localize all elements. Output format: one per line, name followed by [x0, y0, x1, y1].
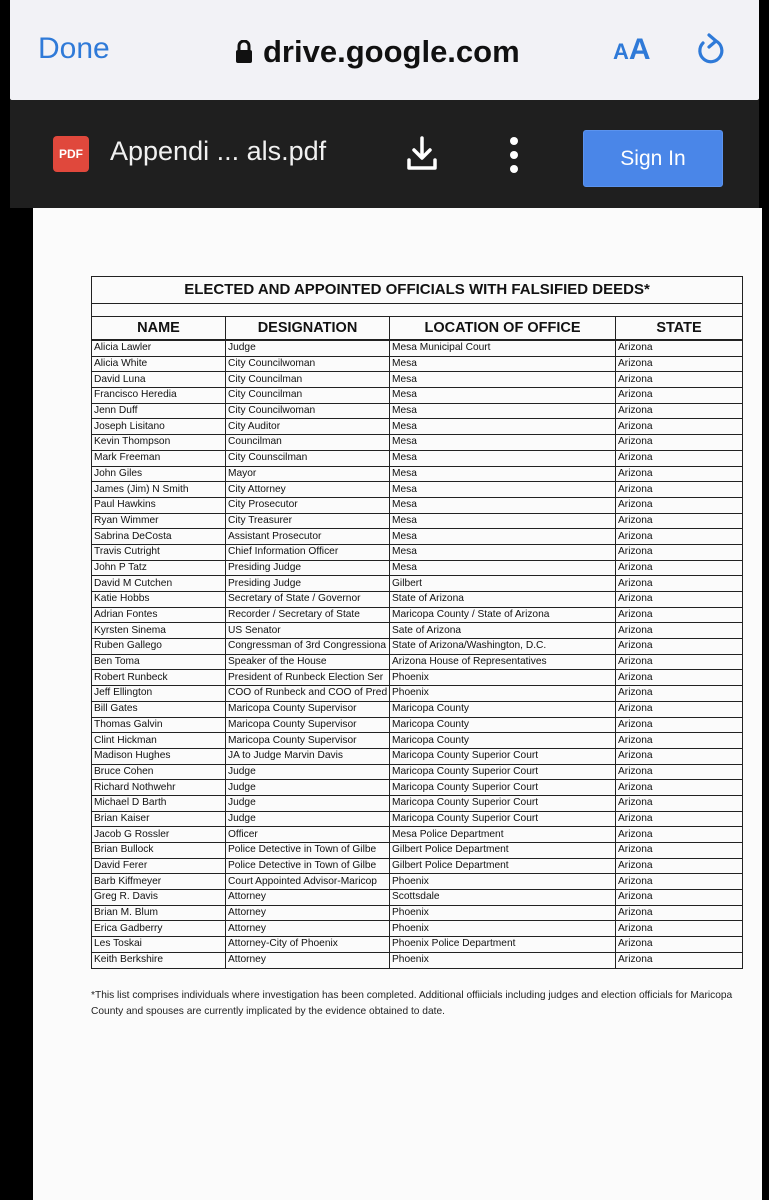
cell-designation: City Treasurer — [226, 513, 390, 529]
table-row — [92, 388, 743, 404]
spacer-cell — [92, 304, 743, 317]
cell-location: Maricopa County — [390, 717, 616, 733]
cell-name: Sabrina DeCosta — [92, 529, 226, 545]
cell-designation: City Attorney — [226, 482, 390, 498]
cell-location: Gilbert — [390, 576, 616, 592]
cell-name: Mark Freeman — [92, 450, 226, 466]
cell-location: State of Arizona/Washington, D.C. — [390, 639, 616, 655]
table-row — [92, 843, 743, 859]
cell-name: James (Jim) N Smith — [92, 482, 226, 498]
table-row — [92, 466, 743, 482]
cell-state: Arizona — [616, 921, 743, 937]
column-header-designation: DESIGNATION — [226, 317, 390, 341]
table-row — [92, 435, 743, 451]
cell-name: Jacob G Rossler — [92, 827, 226, 843]
lock-icon — [235, 40, 253, 64]
cell-designation: Councilman — [226, 435, 390, 451]
table-row — [92, 701, 743, 717]
download-icon[interactable] — [405, 135, 439, 173]
table-row — [92, 497, 743, 513]
cell-designation: President of Runbeck Election Ser — [226, 670, 390, 686]
cell-location: Sate of Arizona — [390, 623, 616, 639]
cell-name: Alicia White — [92, 356, 226, 372]
table-row — [92, 356, 743, 372]
cell-location: Phoenix — [390, 905, 616, 921]
cell-name: Katie Hobbs — [92, 592, 226, 608]
cell-state: Arizona — [616, 780, 743, 796]
cell-name: Thomas Galvin — [92, 717, 226, 733]
table-row — [92, 780, 743, 796]
cell-state: Arizona — [616, 858, 743, 874]
reload-icon[interactable] — [694, 33, 726, 69]
cell-designation: City Councilwoman — [226, 403, 390, 419]
cell-location: Phoenix — [390, 874, 616, 890]
cell-designation: Attorney-City of Phoenix — [226, 937, 390, 953]
cell-designation: JA to Judge Marvin Davis — [226, 748, 390, 764]
table-row — [92, 764, 743, 780]
cell-designation: Judge — [226, 811, 390, 827]
cell-name: Kevin Thompson — [92, 435, 226, 451]
cell-designation: Officer — [226, 827, 390, 843]
table-row — [92, 529, 743, 545]
cell-designation: City Councilman — [226, 372, 390, 388]
cell-name: Bruce Cohen — [92, 764, 226, 780]
cell-name: Francisco Heredia — [92, 388, 226, 404]
cell-state: Arizona — [616, 952, 743, 968]
cell-name: Madison Hughes — [92, 748, 226, 764]
table-row — [92, 905, 743, 921]
cell-state: Arizona — [616, 748, 743, 764]
cell-location: Phoenix — [390, 952, 616, 968]
cell-state: Arizona — [616, 795, 743, 811]
cell-state: Arizona — [616, 639, 743, 655]
table-title-row — [92, 277, 743, 304]
cell-location: Mesa Police Department — [390, 827, 616, 843]
column-header-state: STATE — [616, 317, 743, 341]
cell-location: Mesa — [390, 513, 616, 529]
cell-location: Gilbert Police Department — [390, 858, 616, 874]
cell-designation: Secretary of State / Governor — [226, 592, 390, 608]
sign-in-button[interactable]: Sign In — [583, 130, 723, 187]
text-size-big-label: A — [628, 33, 651, 66]
cell-location: Phoenix Police Department — [390, 937, 616, 953]
cell-designation: Police Detective in Town of Gilbe — [226, 843, 390, 859]
cell-state: Arizona — [616, 890, 743, 906]
cell-designation: Speaker of the House — [226, 654, 390, 670]
cell-name: Travis Cutright — [92, 544, 226, 560]
cell-state: Arizona — [616, 733, 743, 749]
cell-designation: Maricopa County Supervisor — [226, 733, 390, 749]
cell-state: Arizona — [616, 937, 743, 953]
cell-name: Brian Bullock — [92, 843, 226, 859]
cell-designation: City Counscilman — [226, 450, 390, 466]
cell-location: Mesa — [390, 356, 616, 372]
done-button[interactable]: Done — [38, 32, 110, 65]
cell-state: Arizona — [616, 388, 743, 404]
cell-state: Arizona — [616, 764, 743, 780]
cell-location: Maricopa County — [390, 733, 616, 749]
cell-designation: Judge — [226, 780, 390, 796]
cell-name: John P Tatz — [92, 560, 226, 576]
table-row — [92, 544, 743, 560]
cell-name: Barb Kiffmeyer — [92, 874, 226, 890]
cell-location: State of Arizona — [390, 592, 616, 608]
document-title: ELECTED AND APPOINTED OFFICIALS WITH FALSIFIED DEEDS* — [92, 277, 743, 304]
cell-state: Arizona — [616, 544, 743, 560]
cell-name: Erica Gadberry — [92, 921, 226, 937]
cell-state: Arizona — [616, 686, 743, 702]
cell-state: Arizona — [616, 670, 743, 686]
cell-name: Adrian Fontes — [92, 607, 226, 623]
cell-designation: Recorder / Secretary of State — [226, 607, 390, 623]
table-row — [92, 560, 743, 576]
more-options-icon[interactable] — [506, 136, 522, 174]
browser-toolbar — [10, 0, 759, 100]
cell-designation: Judge — [226, 340, 390, 356]
table-spacer-row — [92, 304, 743, 317]
cell-state: Arizona — [616, 576, 743, 592]
cell-designation: Judge — [226, 764, 390, 780]
cell-location: Scottsdale — [390, 890, 616, 906]
table-row — [92, 921, 743, 937]
table-row — [92, 419, 743, 435]
cell-state: Arizona — [616, 843, 743, 859]
cell-state: Arizona — [616, 701, 743, 717]
cell-state: Arizona — [616, 356, 743, 372]
url-text: drive.google.com — [263, 34, 520, 69]
table-row — [92, 576, 743, 592]
cell-designation: Maricopa County Supervisor — [226, 717, 390, 733]
cell-name: Bill Gates — [92, 701, 226, 717]
table-row — [92, 654, 743, 670]
table-row — [92, 686, 743, 702]
cell-designation: Police Detective in Town of Gilbe — [226, 858, 390, 874]
table-row — [92, 717, 743, 733]
cell-name: Ruben Gallego — [92, 639, 226, 655]
cell-location: Maricopa County Superior Court — [390, 811, 616, 827]
cell-state: Arizona — [616, 497, 743, 513]
cell-name: Joseph Lisitano — [92, 419, 226, 435]
cell-location: Phoenix — [390, 670, 616, 686]
pdf-page[interactable] — [33, 208, 762, 1200]
table-row — [92, 733, 743, 749]
pdf-file-icon: PDF — [53, 136, 89, 172]
table-row — [92, 340, 743, 356]
cell-state: Arizona — [616, 607, 743, 623]
cell-state: Arizona — [616, 654, 743, 670]
cell-state: Arizona — [616, 403, 743, 419]
table-row — [92, 890, 743, 906]
cell-designation: Attorney — [226, 890, 390, 906]
text-size-button[interactable] — [613, 33, 651, 67]
cell-designation: Attorney — [226, 905, 390, 921]
table-row — [92, 748, 743, 764]
cell-location: Mesa — [390, 560, 616, 576]
cell-name: David M Cutchen — [92, 576, 226, 592]
cell-name: Richard Nothwehr — [92, 780, 226, 796]
table-row — [92, 952, 743, 968]
cell-location: Mesa — [390, 529, 616, 545]
cell-state: Arizona — [616, 435, 743, 451]
cell-state: Arizona — [616, 811, 743, 827]
cell-designation: Attorney — [226, 921, 390, 937]
cell-state: Arizona — [616, 592, 743, 608]
cell-location: Mesa — [390, 482, 616, 498]
cell-location: Mesa — [390, 388, 616, 404]
cell-name: David Ferer — [92, 858, 226, 874]
table-row — [92, 639, 743, 655]
table-row — [92, 795, 743, 811]
cell-location: Arizona House of Representatives — [390, 654, 616, 670]
cell-location: Maricopa County — [390, 701, 616, 717]
cell-state: Arizona — [616, 419, 743, 435]
cell-location: Phoenix — [390, 921, 616, 937]
table-row — [92, 827, 743, 843]
cell-location: Mesa — [390, 544, 616, 560]
text-size-small-label: A — [613, 39, 629, 64]
cell-designation: City Prosecutor — [226, 497, 390, 513]
cell-location: Mesa — [390, 450, 616, 466]
cell-name: Paul Hawkins — [92, 497, 226, 513]
cell-designation: Maricopa County Supervisor — [226, 701, 390, 717]
cell-location: Mesa Municipal Court — [390, 340, 616, 356]
cell-name: Brian M. Blum — [92, 905, 226, 921]
cell-state: Arizona — [616, 827, 743, 843]
cell-name: Greg R. Davis — [92, 890, 226, 906]
column-header-name: NAME — [92, 317, 226, 341]
cell-name: Keith Berkshire — [92, 952, 226, 968]
cell-name: Brian Kaiser — [92, 811, 226, 827]
cell-state: Arizona — [616, 340, 743, 356]
cell-location: Mesa — [390, 403, 616, 419]
table-row — [92, 450, 743, 466]
cell-state: Arizona — [616, 717, 743, 733]
footnote: *This list comprises individuals where investigation has been completed. Additional offiicials including judges and election officials for Maricopa County and spouses are currently implicated by the evidence obtained to date. — [91, 990, 733, 1017]
cell-name: Michael D Barth — [92, 795, 226, 811]
table-row — [92, 858, 743, 874]
cell-designation: Assistant Prosecutor — [226, 529, 390, 545]
cell-designation: Attorney — [226, 952, 390, 968]
cell-name: Jenn Duff — [92, 403, 226, 419]
table-row — [92, 811, 743, 827]
cell-designation: Presiding Judge — [226, 576, 390, 592]
cell-designation: Congressman of 3rd Congressiona — [226, 639, 390, 655]
cell-state: Arizona — [616, 466, 743, 482]
cell-name: Clint Hickman — [92, 733, 226, 749]
table-row — [92, 623, 743, 639]
cell-state: Arizona — [616, 874, 743, 890]
cell-name: Alicia Lawler — [92, 340, 226, 356]
cell-designation: City Councilwoman — [226, 356, 390, 372]
officials-table — [91, 276, 743, 969]
cell-state: Arizona — [616, 529, 743, 545]
table-row — [92, 874, 743, 890]
table-row — [92, 513, 743, 529]
table-row — [92, 403, 743, 419]
cell-name: Ryan Wimmer — [92, 513, 226, 529]
cell-name: John Giles — [92, 466, 226, 482]
cell-location: Maricopa County Superior Court — [390, 764, 616, 780]
cell-location: Gilbert Police Department — [390, 843, 616, 859]
cell-location: Mesa — [390, 466, 616, 482]
cell-designation: COO of Runbeck and COO of Pred — [226, 686, 390, 702]
cell-state: Arizona — [616, 560, 743, 576]
cell-location: Phoenix — [390, 686, 616, 702]
cell-state: Arizona — [616, 623, 743, 639]
table-header-row — [92, 317, 743, 341]
cell-designation: Mayor — [226, 466, 390, 482]
cell-name: Ben Toma — [92, 654, 226, 670]
address-bar[interactable] — [235, 30, 520, 74]
cell-state: Arizona — [616, 905, 743, 921]
cell-state: Arizona — [616, 450, 743, 466]
cell-name: Robert Runbeck — [92, 670, 226, 686]
drive-header — [10, 100, 759, 208]
cell-state: Arizona — [616, 482, 743, 498]
cell-location: Mesa — [390, 435, 616, 451]
table-row — [92, 482, 743, 498]
cell-location: Maricopa County Superior Court — [390, 748, 616, 764]
cell-state: Arizona — [616, 513, 743, 529]
cell-designation: Court Appointed Advisor-Maricop — [226, 874, 390, 890]
cell-designation: City Auditor — [226, 419, 390, 435]
cell-designation: Presiding Judge — [226, 560, 390, 576]
cell-designation: City Councilman — [226, 388, 390, 404]
cell-name: Jeff Ellington — [92, 686, 226, 702]
cell-designation: US Senator — [226, 623, 390, 639]
cell-designation: Judge — [226, 795, 390, 811]
file-name: Appendi ... als.pdf — [110, 136, 327, 166]
cell-name: Les Toskai — [92, 937, 226, 953]
table-row — [92, 937, 743, 953]
table-row — [92, 670, 743, 686]
cell-name: Kyrsten Sinema — [92, 623, 226, 639]
cell-name: David Luna — [92, 372, 226, 388]
cell-location: Maricopa County Superior Court — [390, 795, 616, 811]
cell-designation: Chief Information Officer — [226, 544, 390, 560]
table-row — [92, 592, 743, 608]
cell-location: Maricopa County Superior Court — [390, 780, 616, 796]
cell-location: Maricopa County / State of Arizona — [390, 607, 616, 623]
column-header-location: LOCATION OF OFFICE — [390, 317, 616, 341]
cell-location: Mesa — [390, 372, 616, 388]
table-row — [92, 372, 743, 388]
table-row — [92, 607, 743, 623]
cell-location: Mesa — [390, 419, 616, 435]
cell-location: Mesa — [390, 497, 616, 513]
cell-state: Arizona — [616, 372, 743, 388]
